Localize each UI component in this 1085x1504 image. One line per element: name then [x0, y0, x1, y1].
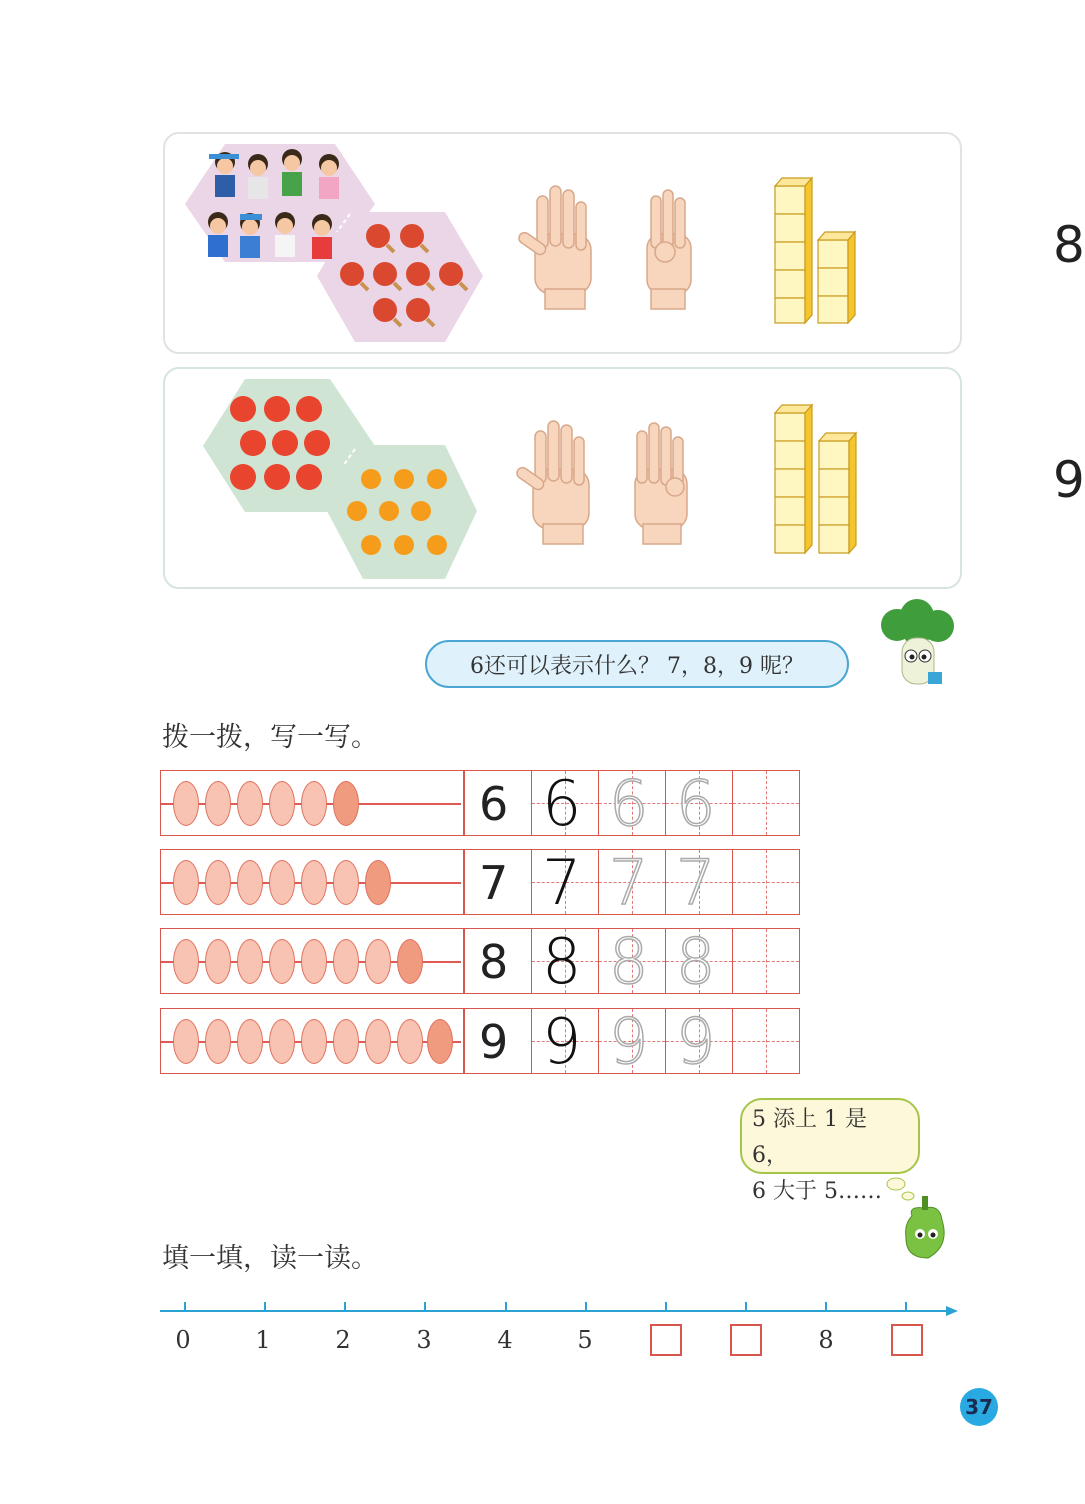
abacus-row-8: [160, 925, 800, 998]
panel-nine-illustration: [165, 369, 960, 587]
trace-dashed: 8: [676, 925, 716, 998]
trace-dashed: 9: [609, 1005, 649, 1078]
speech-bubble: 6还可以表示什么？ 7，8，9 呢？: [425, 640, 849, 688]
section-heading-numberline: 填一填，读一读。: [162, 1243, 378, 1274]
bead: [365, 1019, 391, 1064]
numberline-label: 1: [255, 1326, 271, 1354]
writing-cell[interactable]: [665, 846, 732, 919]
bead: [173, 1019, 199, 1064]
thought-bubble: [740, 1098, 920, 1204]
writing-cell[interactable]: [732, 771, 799, 835]
bead: [333, 939, 359, 984]
bead: [269, 939, 295, 984]
cube-stack-icon: [775, 178, 855, 323]
writing-cell[interactable]: [732, 850, 799, 914]
bead: [333, 781, 359, 826]
pepper-mascot-icon: [878, 1176, 958, 1268]
writing-cell[interactable]: [598, 1005, 665, 1078]
printed-number: 7: [479, 856, 509, 910]
trace-dashed: 8: [609, 925, 649, 998]
numberline-label: 0: [175, 1326, 191, 1354]
writing-cell[interactable]: [531, 846, 598, 919]
bead: [237, 939, 263, 984]
bead: [205, 781, 231, 826]
answer-box[interactable]: [891, 1324, 923, 1356]
bead: [237, 781, 263, 826]
abacus-row-7: [160, 846, 800, 919]
bead: [427, 1019, 453, 1064]
trace-dashed: 7: [609, 846, 649, 919]
trace-dashed: 7: [676, 846, 716, 919]
apple-icons: [230, 396, 330, 490]
bead: [269, 860, 295, 905]
panel-nine-number: 9: [1053, 451, 1085, 509]
bead: [173, 781, 199, 826]
panel-eight-illustration: [165, 134, 960, 352]
writing-cell[interactable]: [531, 1005, 598, 1078]
bead: [205, 939, 231, 984]
row-divider: [463, 929, 465, 993]
numberline-label: 3: [416, 1326, 432, 1354]
row-divider: [463, 1009, 465, 1073]
bead: [269, 1019, 295, 1064]
row-divider: [463, 850, 465, 914]
row-divider: [463, 771, 465, 835]
thought-line-1: 5 添上 1 是 6，: [752, 1107, 867, 1168]
trace-dashed: 6: [609, 767, 649, 840]
writing-cell[interactable]: [732, 929, 799, 993]
writing-cell[interactable]: [665, 767, 732, 840]
panel-eight: [163, 132, 1085, 354]
printed-number: 9: [479, 1015, 509, 1069]
trace-guide: 7: [542, 846, 582, 919]
bead: [269, 781, 295, 826]
bead: [301, 860, 327, 905]
bead: [301, 939, 327, 984]
bead: [205, 860, 231, 905]
answer-box[interactable]: [730, 1324, 762, 1356]
hand-three-icon: [647, 190, 691, 309]
trace-guide: 8: [542, 925, 582, 998]
writing-cell[interactable]: [531, 767, 598, 840]
bead: [397, 939, 423, 984]
bead: [173, 939, 199, 984]
numberline-label: 2: [335, 1326, 351, 1354]
writing-cell[interactable]: [665, 1005, 732, 1078]
trace-guide: 6: [542, 767, 582, 840]
trace-dashed: 6: [676, 767, 716, 840]
numberline-label: 4: [497, 1326, 513, 1354]
bead: [365, 939, 391, 984]
page-number-badge: 37: [960, 1388, 998, 1426]
bead: [397, 1019, 423, 1064]
bead: [333, 860, 359, 905]
bead: [205, 1019, 231, 1064]
writing-cell[interactable]: [732, 1009, 799, 1073]
bead: [301, 781, 327, 826]
printed-number: 8: [479, 935, 509, 989]
panel-nine: [163, 367, 1085, 589]
bead: [365, 860, 391, 905]
hand-four-icon: [635, 423, 687, 544]
bead: [173, 860, 199, 905]
printed-number: 6: [479, 777, 509, 831]
writing-cell[interactable]: [665, 925, 732, 998]
broccoli-mascot-icon: [872, 600, 962, 700]
answer-box[interactable]: [650, 1324, 682, 1356]
writing-cell[interactable]: [531, 925, 598, 998]
thought-line-2: 6 大于 5……: [752, 1179, 882, 1204]
bead: [301, 1019, 327, 1064]
numberline-label: 8: [818, 1326, 834, 1354]
bead: [237, 1019, 263, 1064]
bead: [333, 1019, 359, 1064]
writing-cell[interactable]: [598, 925, 665, 998]
bead: [237, 860, 263, 905]
abacus-row-6: [160, 767, 800, 840]
number-line: [160, 1296, 960, 1320]
numberline-label: 5: [577, 1326, 593, 1354]
writing-cell[interactable]: [598, 767, 665, 840]
trace-dashed: 9: [676, 1005, 716, 1078]
trace-guide: 9: [542, 1005, 582, 1078]
abacus-row-9: [160, 1005, 800, 1078]
section-heading-abacus: 拨一拨，写一写。: [162, 722, 378, 753]
writing-cell[interactable]: [598, 846, 665, 919]
hand-five-icon: [515, 421, 589, 544]
panel-eight-number: 8: [1053, 216, 1085, 274]
hand-five-icon: [517, 186, 591, 309]
cube-stack-icon: [775, 405, 856, 553]
